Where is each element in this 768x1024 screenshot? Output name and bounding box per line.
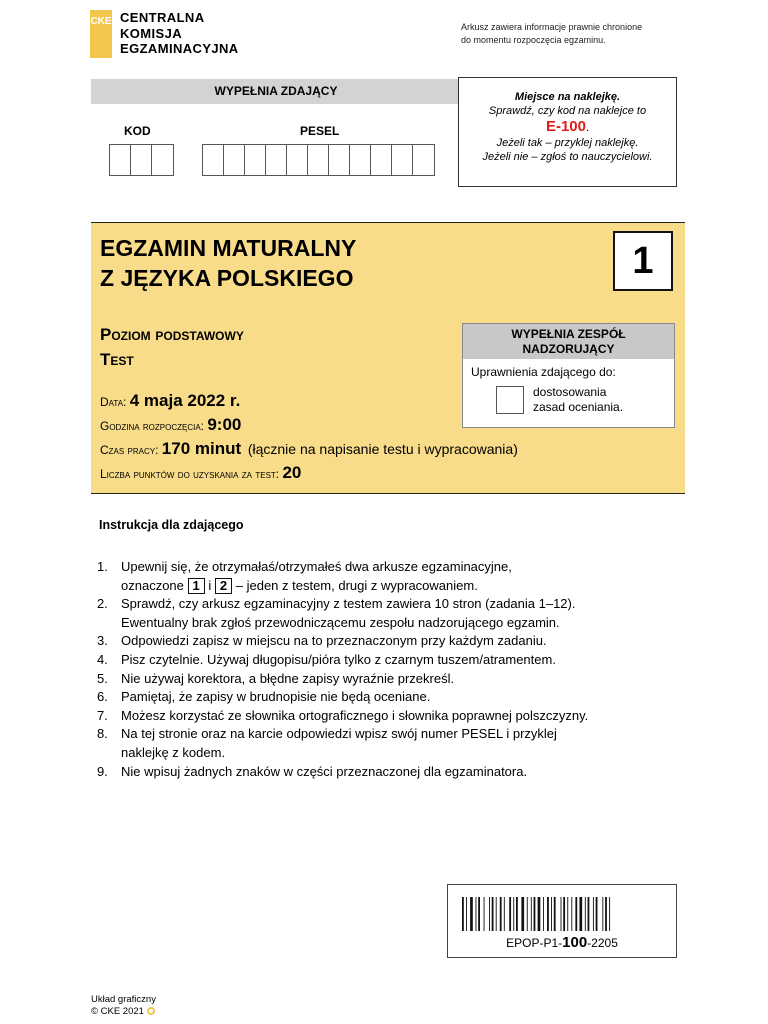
barcode-bar: [531, 897, 532, 931]
exam-duration: [100, 439, 518, 459]
barcode-bar: [596, 897, 598, 931]
barcode-bar: [561, 897, 562, 931]
cke-dot-icon: [147, 1007, 155, 1015]
barcode-bar: [602, 897, 603, 931]
barcode-bar: [579, 897, 582, 931]
points-value: 20: [282, 463, 302, 482]
instruction-line: Nie używaj korektora, a błędne zapisy wyraźnie przekreśl.: [121, 670, 455, 686]
barcode-bar: [609, 897, 610, 931]
instruction-item: [97, 595, 697, 632]
start-label: Godzina rozpoczęcia:: [100, 419, 208, 433]
pesel-label: PESEL: [300, 124, 340, 138]
pesel-digit-box[interactable]: [203, 145, 224, 175]
instruction-item: [97, 707, 697, 726]
logo-line: EGZAMINACYJNA: [120, 41, 239, 56]
barcode-bar: [476, 897, 477, 931]
barcode-image: [462, 897, 662, 931]
barcode-bar: [489, 897, 490, 931]
instruction-number: 5.: [97, 670, 108, 686]
level-line: Test: [100, 350, 134, 369]
instructions-list: [97, 558, 697, 781]
start-value: 9:00: [207, 415, 242, 434]
sticker-area[interactable]: [458, 77, 677, 187]
barcode-bar: [538, 897, 541, 931]
supervisor-header-line: WYPEŁNIA ZESPÓŁ: [511, 327, 626, 341]
instruction-number: 2.: [97, 596, 108, 612]
time-label: Czas pracy:: [100, 443, 162, 457]
instruction-line: Pisz czytelnie. Używaj długopisu/pióra tylko z czarnym tuszem/atramentem.: [121, 651, 556, 667]
instruction-line: Na tej stronie oraz na karcie odpowiedzi wpisz swój numer PESEL i przyklej: [121, 726, 557, 742]
instruction-item: [97, 670, 697, 689]
sticker-code: E-100: [545, 118, 586, 135]
barcode-prefix: EPOP-P1-: [506, 936, 563, 950]
barcode-bar: [492, 897, 494, 931]
barcode-bar: [585, 897, 586, 931]
pesel-digit-box[interactable]: [224, 145, 245, 175]
pesel-digit-box[interactable]: [371, 145, 392, 175]
barcode-bar: [593, 897, 594, 931]
instruction-line: Nie wpisuj żadnych znaków w części przeznaczonej dla egzaminatora.: [121, 763, 528, 779]
barcode-bar: [551, 897, 552, 931]
confidentiality-note: [461, 21, 681, 47]
instruction-item: [97, 558, 697, 595]
instruction-line: naklejkę z kodem.: [121, 744, 226, 760]
barcode-bar: [563, 897, 565, 931]
pesel-digit-box[interactable]: [329, 145, 350, 175]
footer-line1: Układ graficzny: [91, 994, 156, 1005]
barcode-bar: [575, 897, 577, 931]
barcode-bar: [605, 897, 607, 931]
rights-label: Uprawnienia zdającego do:: [471, 365, 616, 379]
barcode-code: 100: [562, 934, 588, 951]
barcode-bar: [513, 897, 514, 931]
logo-line: CENTRALNA: [120, 10, 205, 25]
barcode-bar: [516, 897, 518, 931]
instruction-number: 1.: [97, 559, 108, 574]
barcode-bar: [466, 897, 467, 931]
barcode-bar: [496, 897, 497, 931]
barcode-bar: [478, 897, 480, 931]
barcode-bar: [527, 897, 528, 931]
barcode-bar: [547, 897, 549, 931]
booklet-1-marker: 1: [188, 578, 205, 594]
kod-label: KOD: [124, 124, 151, 138]
pesel-digit-box[interactable]: [350, 145, 371, 175]
barcode-bar: [462, 897, 464, 931]
instruction-number: 9.: [97, 763, 108, 779]
instruction-number: 7.: [97, 707, 108, 723]
exam-title: [100, 233, 356, 293]
instruction-number: 3.: [97, 633, 108, 649]
instruction-line: Sprawdź, czy arkusz egzaminacyjny z testem zawiera 10 stron (zadania 1–12).: [121, 596, 576, 612]
instruction-item: [97, 651, 697, 670]
exam-title-line: EGZAMIN MATURALNY: [100, 235, 357, 261]
instruction-item: [97, 725, 697, 762]
instruction-number: 6.: [97, 689, 108, 705]
option-line: zasad oceniania.: [533, 400, 624, 414]
sticker-title: Miejsce na naklejkę.: [514, 91, 621, 103]
supervisor-header-line: NADZORUJĄCY: [522, 342, 615, 356]
barcode-label: [448, 934, 676, 951]
barcode-bar: [554, 897, 556, 931]
cke-logo-text: [120, 10, 239, 57]
supervisor-section: [462, 323, 675, 428]
kod-digit-box[interactable]: [152, 145, 173, 175]
footer: [91, 994, 156, 1018]
barcode-bar: [470, 897, 473, 931]
barcode-suffix: -2205: [587, 936, 618, 950]
logo-line: KOMISJA: [120, 25, 183, 41]
sticker-line2: Jeżeli tak – przyklej naklejkę.: [496, 137, 639, 149]
kod-digit-box[interactable]: [131, 145, 152, 175]
barcode-bar: [500, 897, 502, 931]
booklet-2-marker: 2: [215, 578, 232, 594]
barcode-bar: [509, 897, 511, 931]
time-note: (łącznie na napisanie testu i wypracowania): [247, 441, 518, 457]
instruction-text: – jeden z testem, drugi z wypracowaniem.: [235, 577, 478, 593]
pesel-digit-box[interactable]: [287, 145, 308, 175]
note-line: Arkusz zawiera informacje prawnie chronione: [461, 22, 643, 32]
cke-logo-badge-text: CKE: [90, 16, 112, 27]
level-line: Poziom podstawowy: [100, 325, 244, 344]
barcode-bar: [521, 897, 524, 931]
instruction-line: Pamiętaj, że zapisy w brudnopisie nie będą oceniane.: [121, 689, 431, 705]
instruction-item: [97, 632, 697, 651]
note-line: do momentu rozpoczęcia egzaminu.: [461, 35, 606, 45]
barcode-bar: [484, 897, 485, 931]
instruction-line: Upewnij się, że otrzymałaś/otrzymałeś dwa arkusze egzaminacyjne,: [121, 559, 512, 574]
instruction-item: [97, 763, 697, 782]
barcode-bar: [567, 897, 568, 931]
date-label: Data:: [100, 395, 130, 409]
instruction-line: [121, 577, 697, 596]
pesel-input-boxes[interactable]: [202, 144, 435, 176]
option-line: dostosowania: [533, 385, 607, 399]
instructions-title: Instrukcja dla zdającego: [99, 518, 244, 532]
footer-line2: © CKE 2021: [91, 1006, 144, 1017]
adjustment-checkbox[interactable]: [496, 386, 524, 414]
exam-title-line: Z JĘZYKA POLSKIEGO: [100, 265, 354, 291]
kod-input-boxes[interactable]: [109, 144, 174, 176]
date-value: 4 maja 2022 r.: [129, 391, 241, 410]
pesel-digit-box[interactable]: [266, 145, 287, 175]
instruction-line: Odpowiedzi zapisz w miejscu na to przeznaczonym przy każdym zadaniu.: [121, 633, 547, 649]
points-label: Liczba punktów do uzyskania za test:: [100, 467, 283, 481]
sticker-line1: Sprawdź, czy kod na naklejce to: [488, 105, 647, 117]
exam-start-time: [100, 415, 241, 435]
sticker-code-suffix: .: [585, 122, 590, 134]
barcode-area: [447, 884, 677, 958]
sticker-line3: Jeżeli nie – zgłoś to nauczycielowi.: [482, 151, 653, 163]
instruction-number: 4.: [97, 651, 108, 667]
instruction-text: oznaczone: [121, 577, 184, 593]
pesel-digit-box[interactable]: [245, 145, 266, 175]
barcode-bar: [504, 897, 505, 931]
barcode-bar: [588, 897, 590, 931]
time-value: 170 minut: [161, 439, 242, 458]
pesel-digit-box[interactable]: [308, 145, 329, 175]
barcode-bar: [571, 897, 572, 931]
cke-logo: [90, 10, 290, 58]
instruction-number: 8.: [97, 726, 108, 742]
instruction-item: [97, 688, 697, 707]
barcode-bar: [534, 897, 536, 931]
adjustment-option-label: [533, 385, 623, 415]
exam-level: [100, 322, 244, 372]
supervisor-header: [463, 324, 674, 359]
booklet-number: 1: [613, 231, 673, 291]
student-section-header: WYPEŁNIA ZDAJĄCY: [91, 79, 461, 104]
exam-date: [100, 391, 240, 411]
kod-digit-box[interactable]: [110, 145, 131, 175]
pesel-digit-box[interactable]: [392, 145, 413, 175]
instruction-line: Możesz korzystać ze słownika ortograficznego i słownika poprawnej polszczyzny.: [121, 707, 589, 723]
instruction-text: i: [208, 577, 212, 593]
cke-logo-badge: [90, 10, 112, 58]
pesel-digit-box[interactable]: [413, 145, 434, 175]
exam-points: [100, 463, 301, 483]
barcode-bar: [543, 897, 544, 931]
instruction-line: Ewentualny brak zgłoś przewodniczącemu zespołu nadzorującego egzamin.: [121, 614, 560, 630]
